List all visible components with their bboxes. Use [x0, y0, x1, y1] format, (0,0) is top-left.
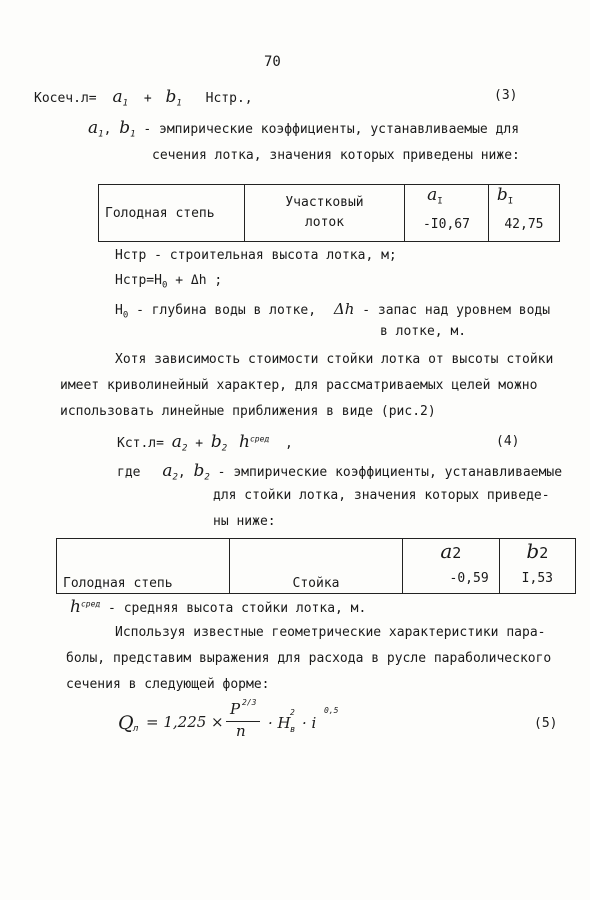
para1-sym-a-sub: 1 [98, 129, 104, 140]
formula-4-h: h [238, 432, 250, 452]
formula-5-number: (5) [534, 716, 558, 731]
formula-3-number: (3) [494, 88, 518, 103]
table2-type: Стойка [230, 539, 403, 594]
formula-3-lhs: Косеч.л= [34, 91, 97, 106]
formula-3-a-sub: 1 [122, 98, 129, 109]
para2-line2: имеет криволинейный характер, для рассматриваемых целей можно [60, 378, 538, 393]
table1-type-cell [244, 185, 404, 242]
table1-b-value: 42,75 [488, 207, 559, 242]
para1-sep: , [103, 122, 112, 137]
hdef: $h^{сред}$ - средняя высота стойки лотка, м. [70, 597, 367, 617]
table1-row-label: Голодная степь [99, 185, 245, 242]
para1-sym-b: b [119, 118, 131, 138]
para1-line1 [88, 118, 519, 140]
formula-3-plus: + [143, 91, 152, 106]
page-number: 70 [264, 54, 281, 70]
para2-line3: использовать линейные приближения в виде (рис.2) [60, 404, 436, 419]
para1-sym-a: a [88, 118, 99, 138]
formula-3-tail: Нстр., [205, 91, 253, 106]
para4-line1: Используя известные геометрические характеристики пара- [115, 625, 546, 640]
table1-type-line2: лоток [304, 215, 345, 230]
table2-a-value: -0,59 [403, 563, 500, 594]
para1-line2: сечения лотка, значения которых приведены ниже: [152, 148, 520, 163]
para3-line3: ны ниже: [213, 514, 276, 529]
table2-b-value: I,53 [499, 563, 575, 594]
para4-line2: болы, представим выражения для расхода в русле параболического [66, 651, 552, 666]
def-nstr: Нстр - строительная высота лотка, м; [115, 248, 397, 263]
para3-line2: для стойки лотка, значения которых приведе- [213, 488, 550, 503]
def-nstr-formula: $Нстр=Н_0 + \Delta h$ ; [115, 273, 223, 291]
def-h0: $Н_0$ - глубина воды в лотке, Δh - запас над уровнем воды [115, 300, 551, 321]
para4-line3: сечения в следующей форме: [66, 677, 270, 692]
table-2 [56, 538, 576, 594]
formula-4-a: a [171, 432, 182, 452]
table1-type-line1: Участковый [285, 195, 364, 210]
para1-text1: - эмпирические коэффициенты, устанавливаемые для [135, 122, 520, 137]
para1-sym-b-sub: 1 [130, 129, 136, 140]
table1-col-b-header: $b_I$ [488, 185, 559, 208]
def-dh-line2: в лотке, м. [380, 324, 467, 339]
table1-col-a-header: $a_I$ [405, 185, 489, 208]
table1-a-value: -I0,67 [405, 207, 489, 242]
table2-col-b-header: b2 [499, 539, 575, 564]
table2-col-a-header: a2 [403, 539, 500, 564]
para2-line1: Хотя зависимость стоимости стойки лотка от высоты стойки [115, 352, 554, 367]
para3-line1: где $a_2$, $b_2$ - эмпирические коэффициенты, устанавливаемые [117, 461, 563, 483]
formula-3-b: b [165, 87, 177, 107]
formula-4-number: (4) [496, 434, 520, 449]
table2-row-label: Голодная степь [57, 539, 230, 594]
formula-3-a: a [112, 87, 123, 107]
formula-3 [34, 87, 253, 109]
formula-3-b-sub: 1 [176, 98, 182, 109]
table-1 [98, 184, 560, 242]
formula-4-b: b [210, 432, 222, 452]
formula-4: $Кст.л= a_2 + b_2$ $h^{сред}$ , [117, 432, 293, 454]
